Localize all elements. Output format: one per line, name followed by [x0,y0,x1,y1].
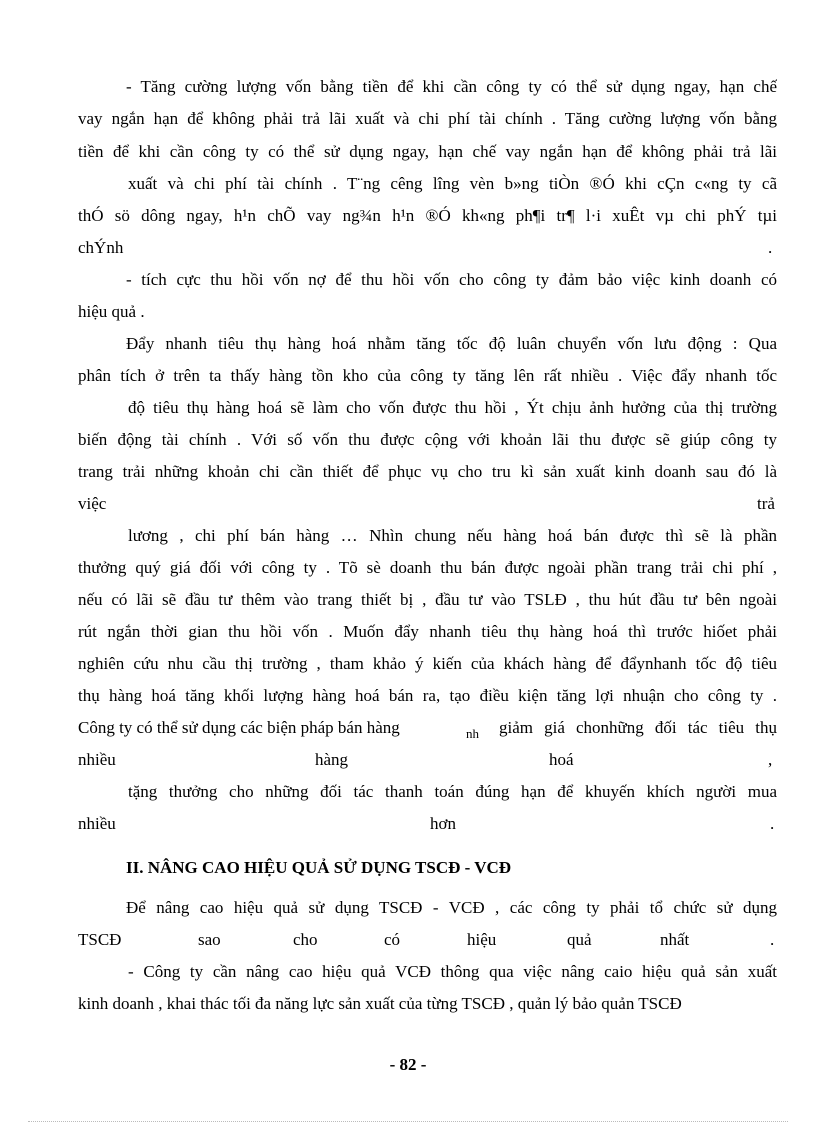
text-line: thưởng quý giá đối với công ty . Tõ sè doanh thu bán được ngoài phần trang trải chi phí , [78,558,777,577]
text-fragment: Công ty có thể sử dụng các biện pháp bán hàng [78,718,400,737]
text-fragment: việc [78,494,107,513]
text-line: trang trải những khoản chi cần thiết để phục vụ cho tru kì sản xuất kinh doanh sau đó là [78,462,777,481]
text-fragment: sao [198,930,221,949]
text-line: độ tiêu thụ hàng hoá sẽ làm cho vốn được thu hồi , Ýt chịu ảnh hưởng của thị trường [128,398,777,417]
text-line: biến động tài chính . Với số vốn thu được cộng với khoản lãi thu được sẽ giúp công ty [78,430,777,449]
text-fragment: trả [757,494,775,513]
text-fragment: hơn [430,814,456,833]
text-line: - Công ty cần nâng cao hiệu quả VCĐ thông qua việc nâng caio hiệu quả sản xuất [128,962,777,981]
text-fragment: cho [293,930,318,949]
text-line: phân tích ở trên ta thấy hàng tồn kho của công ty tăng lên rất nhiều . Việc đẩy nhanh tốc [78,366,777,385]
text-line: vay ngắn hạn để không phải trả lãi xuất và chi phí tài chính . Tăng cường lượng vốn bằng [78,109,777,128]
text-line: kinh doanh , khai thác tối đa năng lực sản xuất của từng TSCĐ , quản lý bảo quản TSCĐ [78,994,682,1013]
text-fragment: . [768,238,773,257]
text-line: thÓ sö dông ngay, h¹n chÕ vay ng¾n h¹n ®Ó kh«ng ph¶i tr¶ l·i xuÊt vµ chi phÝ tµi [78,206,777,225]
text-line: lương , chi phí bán hàng … Nhìn chung nếu hàng hoá bán được thì sẽ là phần [128,526,777,545]
text-fragment: . [770,930,775,949]
page-bottom-divider [28,1121,788,1122]
text-fragment: nhiều [78,814,116,833]
text-line: tặng thưởng cho những đối tác thanh toán đúng hạn để khuyến khích người mua [128,782,777,801]
text-fragment [466,719,496,742]
text-line: chÝnh [78,238,124,257]
text-line: hiệu quả . [78,302,145,321]
text-fragment: hoá [549,750,574,769]
text-line: Đẩy nhanh tiêu thụ hàng hoá nhằm tăng tốc độ luân chuyển vốn lưu động : Qua [126,334,777,353]
text-line: - tích cực thu hồi vốn nợ để thu hồi vốn cho công ty đảm bảo việc kinh doanh có [126,270,777,289]
text-fragment: nhiều [78,750,116,769]
text-fragment: TSCĐ [78,930,122,949]
text-fragment: , [768,750,773,769]
text-fragment: hàng [315,750,349,769]
page-number: - 82 - [389,1055,427,1074]
text-fragment: quả [567,930,592,949]
section-heading: II. NÂNG CAO HIỆU QUẢ SỬ DỤNG TSCĐ - VCĐ [126,858,512,877]
text-line: nếu có lãi sẽ đầu tư thêm vào trang thiết bị , đầu tư vào TSLĐ , thu hút đầu tư bên ngoài [78,590,777,609]
text-fragment: nhất [660,930,690,949]
text-fragment: nh [466,726,479,741]
text-line: tiền để khi cần công ty có thể sử dụng ngay, hạn chế vay ngắn hạn để không phải trả lãi [78,142,777,161]
text-fragment: có [384,930,401,949]
text-fragment: hiệu [467,930,497,949]
text-line: rút ngắn thời gian thu hồi vốn . Muốn đẩy nhanh tiêu thụ hàng hoá thì trước hiốet phải [78,622,777,641]
text-line: - Tăng cường lượng vốn bằng tiền để khi cần công ty có thể sử dụng ngay, hạn chế [126,77,777,96]
text-line: nghiên cứu nhu cầu thị trường , tham khảo ý kiến của khách hàng để đẩynhanh tốc độ tiêu [78,654,777,673]
text-line: thụ hàng hoá tăng khối lượng hàng hoá bán ra, tạo điều kiện tăng lợi nhuận cho công ty . [78,686,777,705]
text-fragment: . [770,814,775,833]
text-line: Để nâng cao hiệu quả sử dụng TSCĐ - VCĐ , các công ty phải tổ chức sử dụng [126,898,777,917]
text-fragment: giảm giá chonhững đối tác tiêu thụ [499,718,777,737]
text-line: xuất và chi phí tài chính . T¨ng cêng lîng vèn b»ng tiÒn ®Ó khi cÇn c«ng ty cã [128,174,777,193]
